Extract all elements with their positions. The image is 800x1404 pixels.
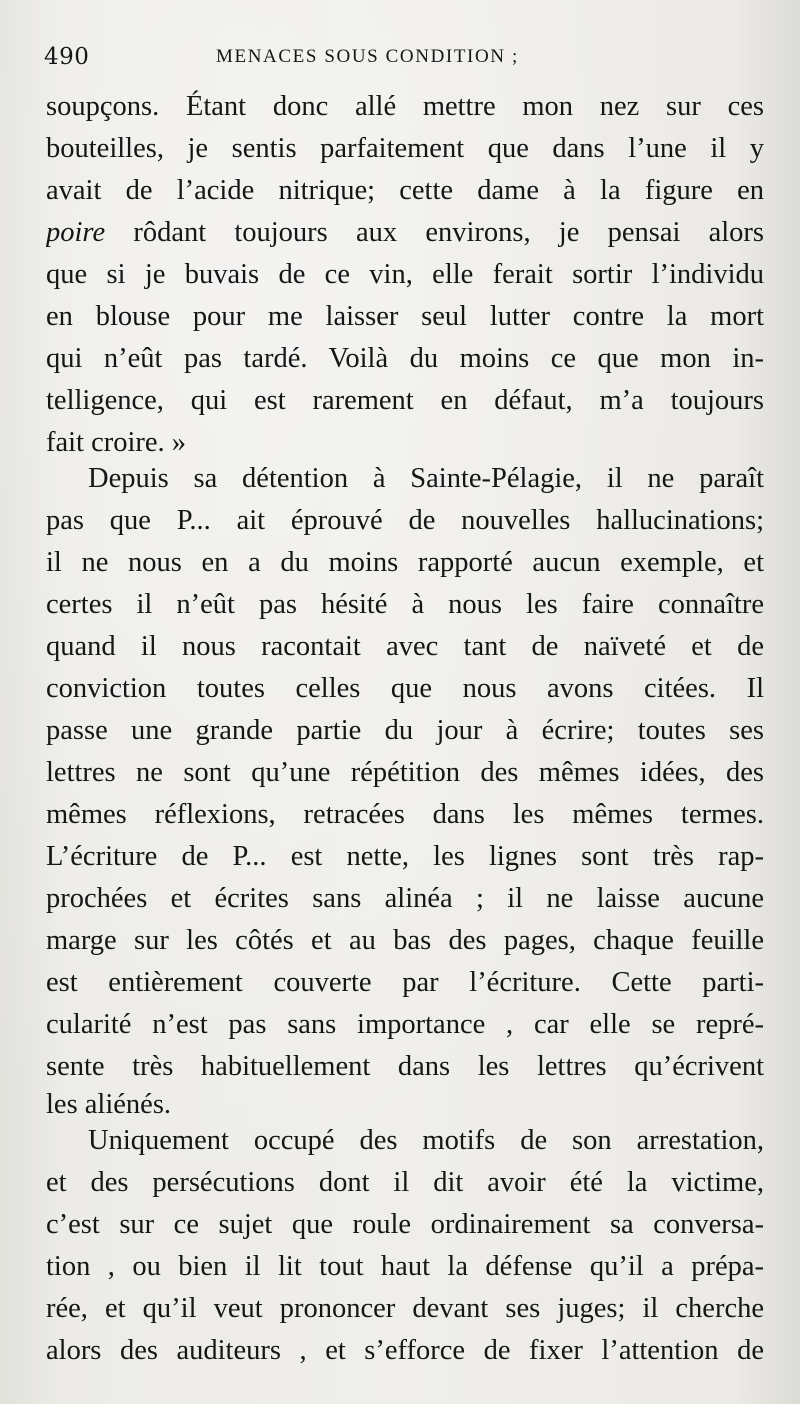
text-line-19: L’écriture de P... est nette, les lignes sont très rap- xyxy=(46,841,764,872)
text-line-1: soupçons. Étant donc allé mettre mon nez sur ces xyxy=(46,91,764,122)
text-line-31: alors des auditeurs , et s’efforce de fixer l’attention de xyxy=(46,1335,764,1366)
text-line-22: est entièrement couverte par l’écriture. Cette parti- xyxy=(46,967,764,998)
text-line-7: qui n’eût pas tardé. Voilà du moins ce que mon in- xyxy=(46,343,764,374)
text-line-24: sente très habituellement dans les lettres qu’écrivent xyxy=(46,1051,764,1082)
text-line-11: pas que P... ait éprouvé de nouvelles hallucinations; xyxy=(46,505,764,536)
running-title: MENACES SOUS CONDITION ; xyxy=(216,46,519,67)
text-line-16: passe une grande partie du jour à écrire; toutes ses xyxy=(46,715,764,746)
text-line-8: telligence, qui est rarement en défaut, m’a toujours xyxy=(46,385,764,416)
text-line-17: lettres ne sont qu’une répétition des mêmes idées, des xyxy=(46,757,764,788)
text-line-18: mêmes réflexions, retracées dans les mêmes termes. xyxy=(46,799,764,830)
text-line-3: avait de l’acide nitrique; cette dame à la figure en xyxy=(46,175,764,206)
text-line-29: tion , ou bien il lit tout haut la défense qu’il a prépa- xyxy=(46,1251,764,1282)
text-line-2: bouteilles, je sentis parfaitement que dans l’une il y xyxy=(46,133,764,164)
page-header xyxy=(44,44,774,74)
text-line-25: les aliénés. xyxy=(46,1089,172,1120)
text-line-23: cularité n’est pas sans importance , car elle se repré- xyxy=(46,1009,764,1040)
text-line-4-rest: rôdant toujours aux environs, je pensai alors xyxy=(133,217,764,248)
text-line-15: conviction toutes celles que nous avons citées. Il xyxy=(46,673,764,704)
text-line-30: rée, et qu’il veut prononcer devant ses juges; il cherche xyxy=(46,1293,764,1324)
text-line-20: prochées et écrites sans alinéa ; il ne laisse aucune xyxy=(46,883,764,914)
text-line-12: il ne nous en a du moins rapporté aucun exemple, et xyxy=(46,547,764,578)
text-line-9: fait croire. » xyxy=(46,427,187,458)
text-line-13: certes il n’eût pas hésité à nous les faire connaître xyxy=(46,589,764,620)
text-line-28: c’est sur ce sujet que roule ordinairement sa conversa- xyxy=(46,1209,764,1240)
text-line-5: que si je buvais de ce vin, elle ferait sortir l’individu xyxy=(46,259,764,290)
text-line-4 xyxy=(46,216,764,250)
text-line-26: Uniquement occupé des motifs de son arrestation, xyxy=(88,1125,764,1156)
text-line-21: marge sur les côtés et au bas des pages, chaque feuille xyxy=(46,925,764,956)
text-line-27: et des persécutions dont il dit avoir été la victime, xyxy=(46,1167,764,1198)
italic-word: poire xyxy=(46,217,106,248)
page-number: 490 xyxy=(44,44,90,70)
text-line-10: Depuis sa détention à Sainte-Pélagie, il ne paraît xyxy=(88,463,764,494)
text-line-14: quand il nous racontait avec tant de naïveté et de xyxy=(46,631,764,662)
text-line-6: en blouse pour me laisser seul lutter contre la mort xyxy=(46,301,764,332)
